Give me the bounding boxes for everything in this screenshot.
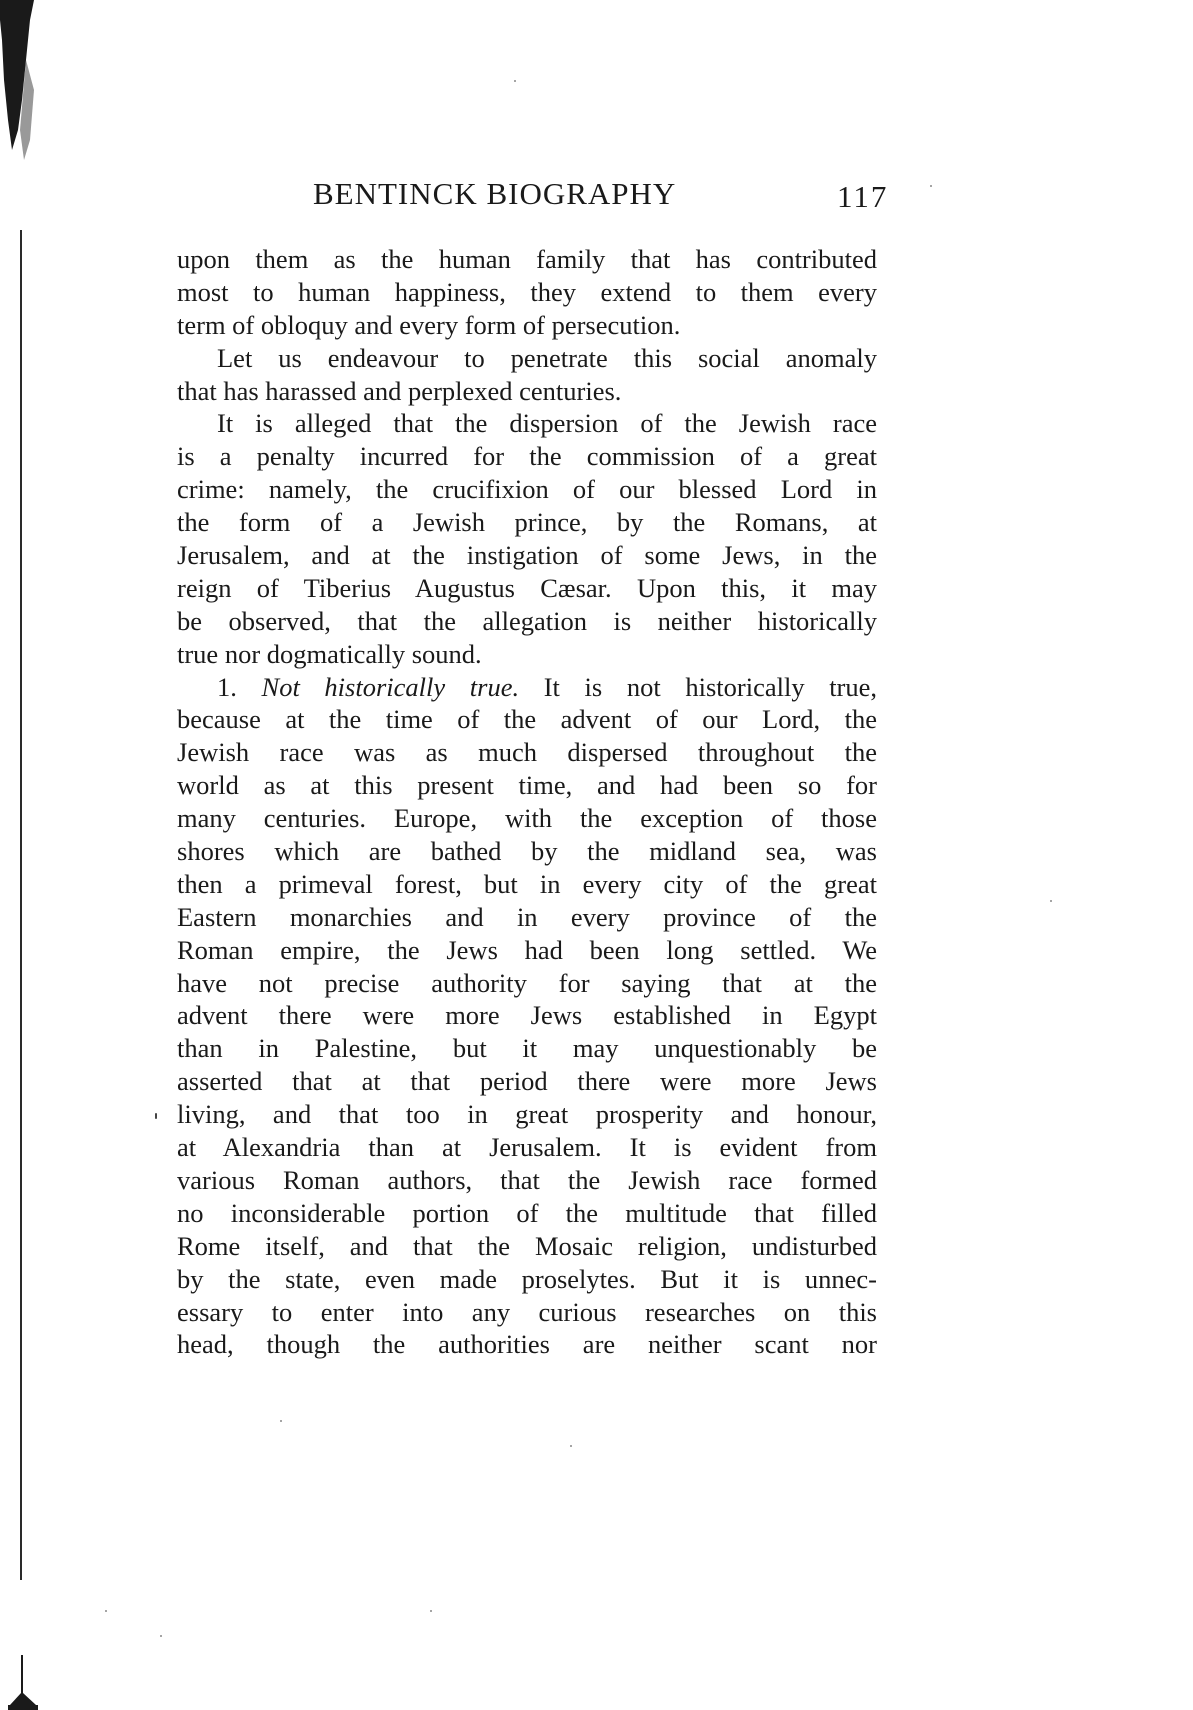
scan-speck [430,1610,432,1612]
text-line: Roman empire, the Jews had been long settled. We [177,934,877,965]
text-line: true nor dogmatically sound. [177,638,482,669]
text-line: Jewish race was as much dispersed throughout the [177,737,877,768]
running-head-title: BENTINCK BIOGRAPHY [313,176,677,211]
scan-speck [570,1445,572,1447]
scan-edge-line [20,230,22,1580]
section-italic-title: Not historically true. [261,671,520,702]
scan-speck [280,1420,282,1422]
section-heading-line [177,671,877,704]
scan-speck [514,80,516,82]
text-line: shores which are bathed by the midland sea, was [177,836,877,867]
scan-speck [155,1113,157,1119]
text-line: reign of Tiberius Augustus Cæsar. Upon this, it may [177,572,877,603]
text-line: that has harassed and perplexed centuries. [177,375,622,406]
text-line: have not precise authority for saying that at the [177,967,877,998]
text-line: Rome itself, and that the Mosaic religion, undisturbed [177,1230,877,1261]
page-number: 117 [837,179,889,214]
text-line: no inconsiderable portion of the multitude that filled [177,1197,877,1228]
scan-edge-mark [8,1655,38,1710]
scan-speck [930,185,932,187]
text-line: crime: namely, the crucifixion of our blessed Lord in [177,474,877,505]
text-line: many centuries. Europe, with the exception of those [177,803,877,834]
text-line: at Alexandria than at Jerusalem. It is evident from [177,1132,877,1163]
text-line: It is not historically true, [543,671,877,702]
scan-speck [105,1610,107,1612]
body-text [177,243,877,1361]
text-line: then a primeval forest, but in every city of the great [177,868,877,899]
text-line: Jerusalem, and at the instigation of some Jews, in the [177,540,877,571]
text-line: is a penalty incurred for the commission of a great [177,441,877,472]
text-line: Let us endeavour to penetrate this social anomaly [217,342,877,373]
text-line: head, though the authorities are neither scant nor [177,1329,877,1360]
text-line: term of obloquy and every form of persecution. [177,309,681,340]
text-line: than in Palestine, but it may unquestionably be [177,1033,877,1064]
scan-speck [1050,900,1052,902]
scan-edge-blot [0,0,40,170]
scan-speck [160,1635,162,1637]
section-number: 1. [217,671,237,702]
text-line: living, and that too in great prosperity and honour, [177,1099,877,1130]
text-line: It is alleged that the dispersion of the Jewish race [217,408,877,439]
text-line: world as at this present time, and had been so for [177,770,877,801]
text-line: most to human happiness, they extend to them every [177,276,877,307]
text-line: asserted that at that period there were more Jews [177,1066,877,1097]
text-line: various Roman authors, that the Jewish race formed [177,1164,877,1195]
text-line: because at the time of the advent of our Lord, the [177,704,877,735]
text-line: essary to enter into any curious researches on this [177,1296,877,1327]
text-line: advent there were more Jews established in Egypt [177,1000,877,1031]
text-line: the form of a Jewish prince, by the Romans, at [177,507,877,538]
text-line: Eastern monarchies and in every province of the [177,901,877,932]
text-line: upon them as the human family that has contributed [177,244,877,274]
running-head [313,176,889,216]
text-line: by the state, even made proselytes. But it is unnec- [177,1263,877,1294]
text-line: be observed, that the allegation is neither historically [177,605,877,636]
